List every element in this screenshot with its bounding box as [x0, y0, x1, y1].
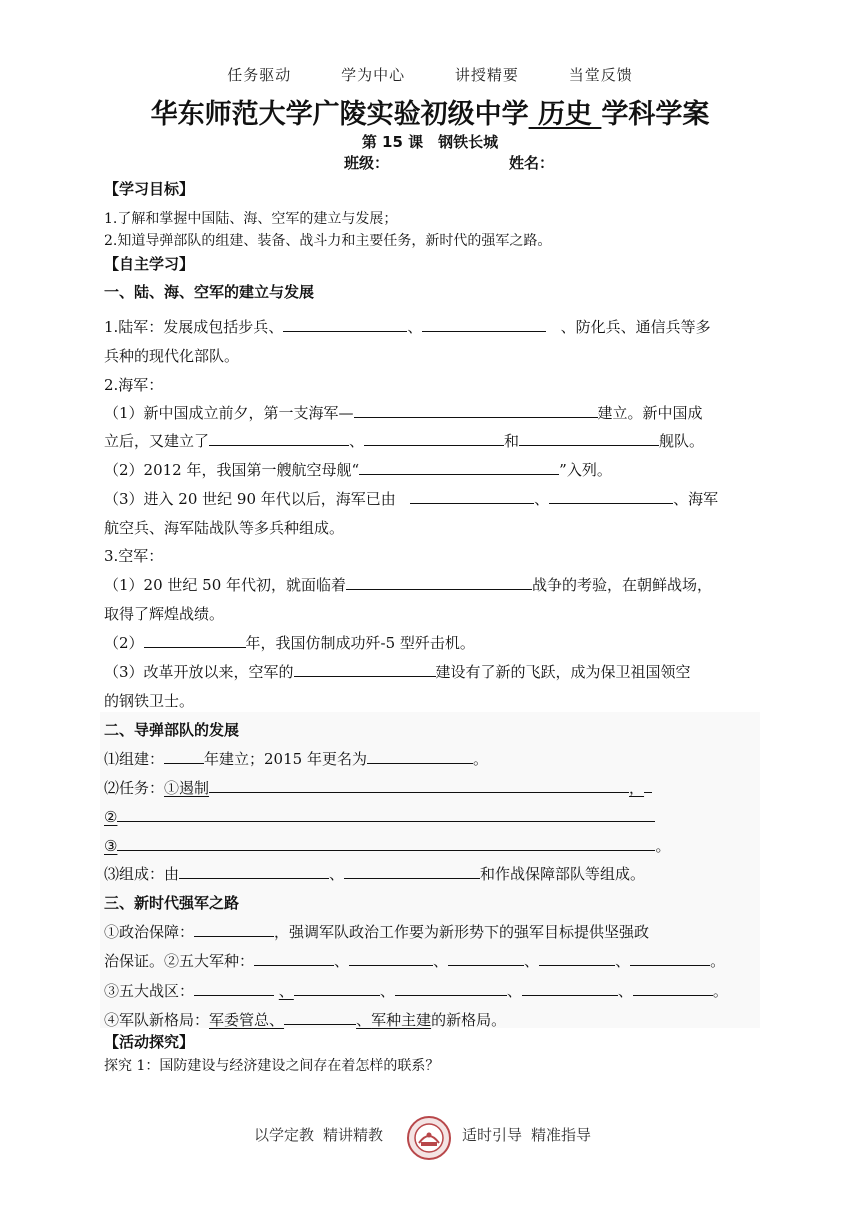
footer-left: 以学定教 精讲精教 — [254, 1126, 384, 1144]
navy-q1-cont: 立后，又建立了 、 和 舰队。 — [104, 432, 705, 450]
air-q2: （2） 年，我国仿制成功歼-5 型歼击机。 — [104, 634, 475, 652]
era-line-3: ③五大战区： 、 、 、 、 。 — [104, 982, 728, 1000]
school-name: 华东师范大学广陵实验初级中学 — [150, 99, 529, 130]
fill-blank[interactable] — [364, 430, 504, 446]
army-line-2: 兵种的现代化部队。 — [104, 347, 240, 365]
lesson-title: 第 15 课 钢铁长城 — [361, 133, 499, 151]
navy-q2: （2）2012 年，我国第一艘航空母舰“ ”入列。 — [104, 461, 612, 479]
fill-blank[interactable] — [633, 980, 713, 996]
missile-comp: ⑶组成：由 、 和作战保障部队等组成。 — [104, 865, 646, 883]
subject-name: 历史 — [538, 99, 592, 130]
fill-blank[interactable] — [117, 835, 655, 851]
title-suffix: 学科学案 — [601, 99, 710, 130]
name-label: 姓名： — [509, 154, 555, 172]
motto-line — [0, 64, 860, 85]
footer-right: 适时引导 精准指导 — [462, 1126, 592, 1144]
fill-blank[interactable] — [117, 806, 655, 822]
fill-blank[interactable] — [349, 950, 433, 966]
fill-blank[interactable] — [549, 488, 673, 504]
class-name-line — [344, 152, 554, 173]
missile-task-3: ③ 。 — [104, 837, 671, 855]
fill-blank[interactable] — [539, 950, 615, 966]
section-3-title: 三、新时代强军之路 — [104, 894, 240, 912]
fill-blank[interactable] — [283, 316, 407, 332]
navy-title: 2.海军： — [104, 376, 164, 394]
activity-heading: 【活动探究】 — [104, 1033, 195, 1051]
navy-q3: （3）进入 20 世纪 90 年代以后，海军已由 、 、海军 — [104, 490, 719, 508]
air-q1: （1）20 世纪 50 年代初，就面临着 战争的考验，在朝鲜战场， — [104, 576, 713, 594]
navy-q3-cont: 航空兵、海军陆战队等多兵种组成。 — [104, 519, 345, 537]
activity-question-1: 探究 1：国防建设与经济建设之间存在着怎样的联系？ — [104, 1058, 440, 1074]
army-line: 1.陆军：发展成包括步兵、 、 、防化兵、通信兵等多 — [104, 318, 711, 336]
school-seal-icon — [406, 1115, 452, 1161]
air-q3-cont: 的钢铁卫士。 — [104, 692, 195, 710]
motto-item: 讲授精要 — [454, 66, 519, 84]
missile-task: ⑵任务：①遏制 ， — [104, 777, 652, 798]
fill-blank[interactable] — [284, 1009, 356, 1025]
fill-blank[interactable] — [359, 459, 559, 475]
fill-blank[interactable] — [522, 980, 618, 996]
fill-blank[interactable] — [344, 863, 480, 879]
goal-item: 2.知道导弹部队的组建、装备、战斗力和主要任务，新时代的强军之路。 — [104, 233, 552, 249]
fill-blank[interactable] — [144, 632, 246, 648]
motto-item: 任务驱动 — [227, 66, 292, 84]
missile-task-2: ② — [104, 806, 655, 826]
fill-blank[interactable] — [395, 980, 507, 996]
section-1-title: 一、陆、海、空军的建立与发展 — [104, 283, 315, 301]
air-q1-cont: 取得了辉煌战绩。 — [104, 605, 225, 623]
fill-blank[interactable] — [346, 574, 532, 590]
air-title: 3.空军： — [104, 547, 164, 565]
fill-blank[interactable] — [194, 980, 274, 996]
fill-blank[interactable] — [294, 661, 436, 677]
goal-item: 1.了解和掌握中国陆、海、空军的建立与发展； — [104, 211, 398, 227]
missile-build: ⑴组建： 年建立；2015 年更名为 。 — [104, 750, 488, 768]
self-study-heading: 【自主学习】 — [104, 255, 195, 273]
fill-blank[interactable] — [164, 748, 204, 764]
class-label: 班级： — [344, 154, 390, 172]
page-title — [0, 92, 860, 131]
fill-blank[interactable] — [179, 863, 329, 879]
fill-blank[interactable] — [209, 777, 629, 793]
goals-heading: 【学习目标】 — [104, 180, 195, 198]
section-2-title: 二、导弹部队的发展 — [104, 721, 240, 739]
fill-blank[interactable] — [422, 316, 546, 332]
navy-q1: （1）新中国成立前夕，第一支海军— 建立。新中国成 — [104, 404, 703, 422]
fill-blank[interactable] — [448, 950, 524, 966]
era-line-1: ①政治保障： ，强调军队政治工作要为新形势下的强军目标提供坚强政 — [104, 923, 650, 941]
fill-blank[interactable] — [254, 950, 334, 966]
era-line-2: 治保证。②五大军种： 、 、 、 、 。 — [104, 952, 726, 970]
fill-blank[interactable] — [367, 748, 473, 764]
fill-blank[interactable] — [294, 980, 380, 996]
fill-blank[interactable] — [519, 430, 659, 446]
fill-blank[interactable] — [630, 950, 710, 966]
fill-blank[interactable] — [209, 430, 349, 446]
motto-item: 当堂反馈 — [568, 66, 633, 84]
motto-item: 学为中心 — [341, 66, 406, 84]
air-q3: （3）改革开放以来，空军的 建设有了新的飞跃，成为保卫祖国领空 — [104, 663, 691, 681]
fill-blank[interactable] — [354, 402, 598, 418]
fill-blank[interactable] — [194, 921, 274, 937]
fill-blank[interactable] — [410, 488, 534, 504]
era-line-4: ④军队新格局：军委管总、 、军种主建的新格局。 — [104, 1011, 507, 1029]
